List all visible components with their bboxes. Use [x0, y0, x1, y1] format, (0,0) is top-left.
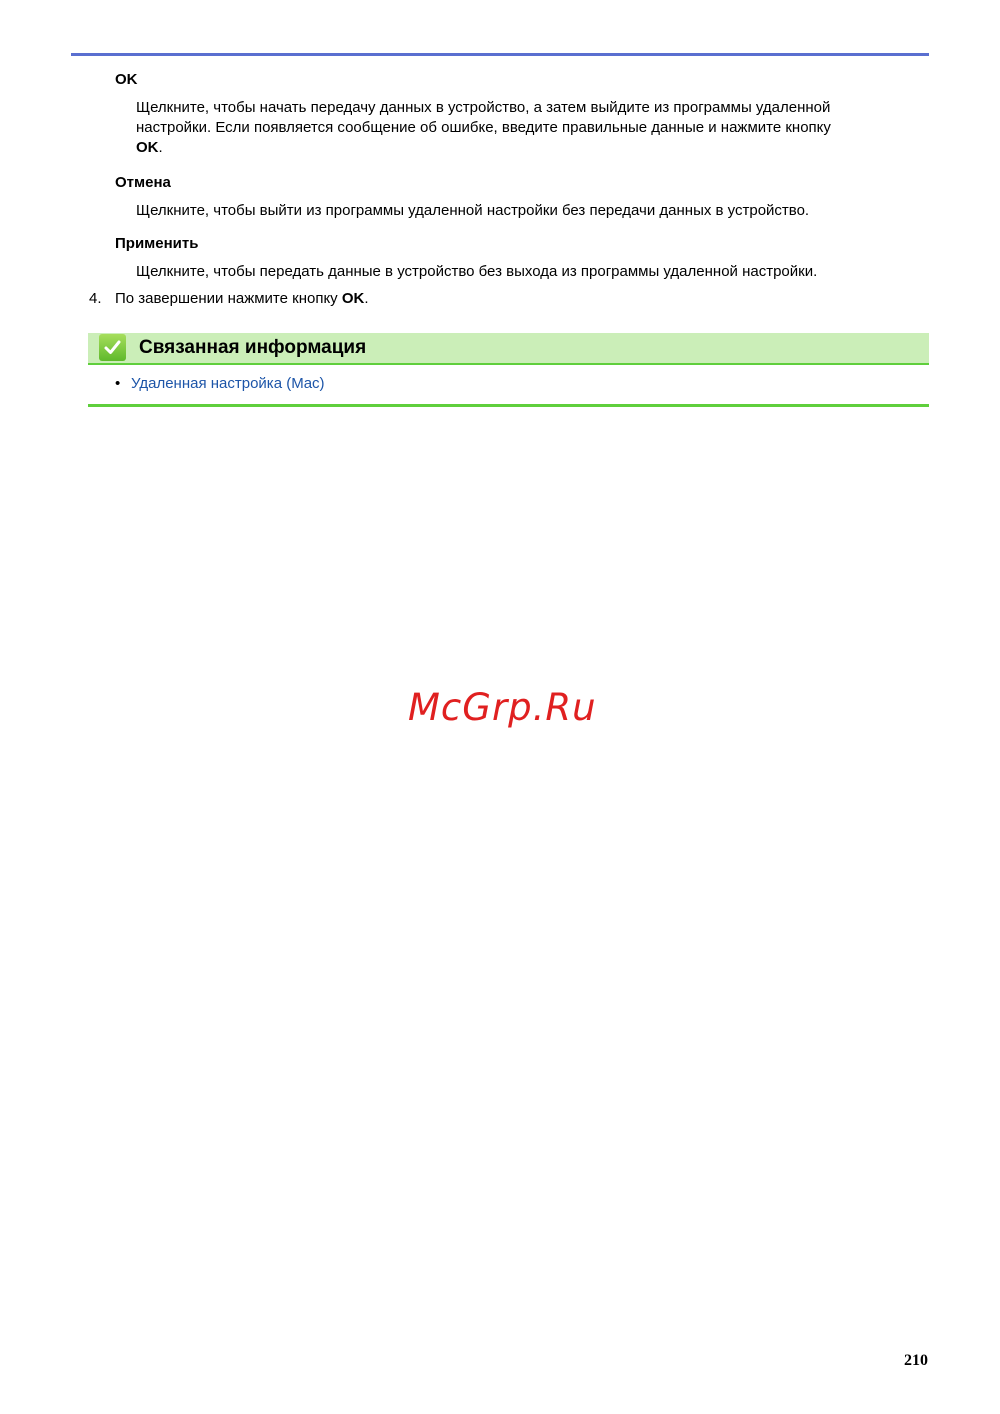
desc-cancel: Щелкните, чтобы выйти из программы удаленной настройки без передачи данных в устройство. — [136, 202, 810, 219]
bottom-rule — [88, 404, 929, 407]
watermark-logo: McGrp.Ru — [408, 686, 597, 729]
link-remote-setup-mac[interactable]: Удаленная настройка (Mac) — [131, 375, 325, 392]
desc-ok — [136, 98, 926, 158]
related-list-item — [115, 374, 325, 394]
page-number: 210 — [904, 1352, 928, 1369]
related-info-header — [88, 333, 929, 365]
step-4 — [89, 289, 369, 309]
bullet: • — [115, 375, 121, 392]
term-ok: OK — [115, 71, 138, 88]
step-text: По завершении нажмите кнопку — [115, 290, 342, 307]
desc-apply: Щелкните, чтобы передать данные в устройство без выхода из программы удаленной настройки. — [136, 263, 818, 280]
term-apply: Применить — [115, 235, 199, 252]
step-number: 4. — [89, 290, 102, 307]
related-info-title: Связанная информация — [139, 337, 367, 358]
top-rule — [71, 53, 929, 56]
desc-ok-end: . — [158, 139, 163, 156]
checkmark-icon — [99, 334, 126, 361]
term-cancel: Отмена — [115, 174, 171, 191]
step-end: . — [364, 290, 369, 307]
desc-ok-line2: настройки. Если появляется сообщение об ошибке, введите правильные данные и нажмите кнопку — [136, 119, 831, 136]
step-bold: OK — [341, 290, 365, 307]
desc-ok-line1: Щелкните, чтобы начать передачу данных в устройство, а затем выйдите из программы удаленной — [136, 99, 831, 116]
desc-ok-bold: OK — [136, 139, 159, 156]
